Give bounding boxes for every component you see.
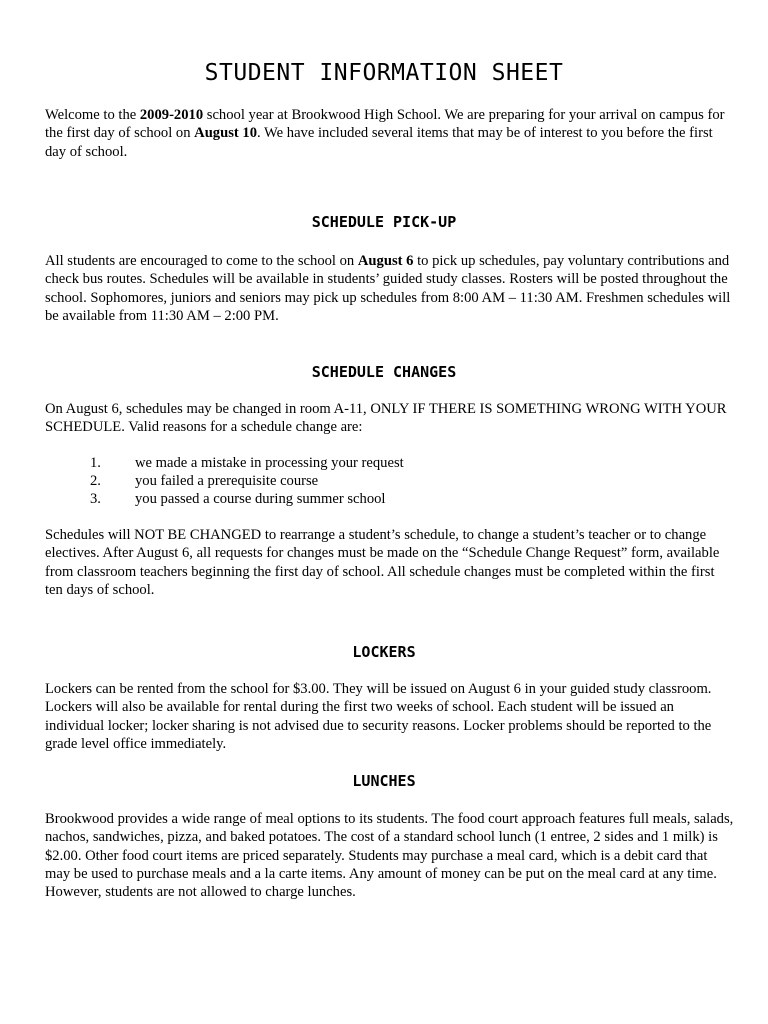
schedule-changes-note: Schedules will NOT BE CHANGED to rearrange a student’s schedule, to change a student’s teacher or to change electives. After August 6, all requests for changes must be made on the “Schedule Change Request” form, available from classroom teachers beginning the first day of school. All schedule changes must be completed within the first ten days of school. bbox=[45, 527, 720, 598]
pickup-date: August 6 bbox=[357, 253, 414, 269]
lunches-heading: LUNCHES bbox=[352, 772, 416, 790]
intro-text-1: Welcome to the bbox=[45, 107, 140, 123]
schedule-pickup-paragraph bbox=[45, 252, 735, 325]
list-item-number: 3. bbox=[90, 491, 101, 507]
list-item bbox=[45, 472, 735, 490]
lunches-paragraph: Brookwood provides a wide range of meal options to its students. The food court approach features full meals, salads, nachos, sandwiches, pizza, and baked potatoes. The cost of a standard school lunch (1 entree, 2 sides and 1 milk) is $2.00. Other food court items are priced separately. Students may purchase a meal card, which is a debit card that may be used to purchase meals and a la carte items. Any amount of money can be put on the meal card at any time. However, students are not allowed to charge lunches. bbox=[45, 811, 734, 901]
lockers-heading: LOCKERS bbox=[352, 643, 416, 661]
list-item-text: you passed a course during summer school bbox=[135, 491, 386, 507]
intro-text-2: school year at Brookwood High School. We are preparing for your arrival on campus for the first day of school on bbox=[45, 107, 725, 142]
schedule-pickup-heading: SCHEDULE PICK-UP bbox=[311, 213, 457, 231]
first-day-date: August 10 bbox=[194, 125, 258, 142]
intro-paragraph bbox=[45, 106, 735, 161]
schedule-changes-heading: SCHEDULE CHANGES bbox=[311, 363, 457, 381]
lockers-paragraph: Lockers can be rented from the school for $3.00. They will be issued on August 6 in your guided study classroom. Lockers will also be available for rental during the first two weeks of school. Each student will be issued an individual locker; locker sharing is not advised due to security reasons. Locker problems should be reported to the grade level office immediately. bbox=[45, 681, 712, 752]
pickup-text-1: All students are encouraged to come to the school on bbox=[45, 253, 358, 269]
list-item-number: 2. bbox=[90, 473, 101, 489]
list-item-text: you failed a prerequisite course bbox=[135, 473, 319, 489]
list-item-number: 1. bbox=[90, 455, 101, 471]
page-title: STUDENT INFORMATION SHEET bbox=[204, 60, 564, 86]
list-item bbox=[45, 454, 735, 472]
pickup-text-2: to pick up schedules, pay voluntary contributions and check bus routes. Schedules will be available in students’ guided study classes. Rosters will be posted throughout the school. Sophomores, juniors and seniors may pick up schedules from 8:00 AM – 11:30 AM. Freshmen schedules will be available from 11:30 AM – 2:00 PM. bbox=[45, 253, 731, 324]
school-year: 2009-2010 bbox=[139, 107, 204, 123]
list-item bbox=[45, 490, 735, 508]
valid-reasons-list bbox=[45, 454, 735, 508]
list-item-text: we made a mistake in processing your request bbox=[135, 455, 404, 471]
intro-text-3: . We have included several items that may be of interest to you before the first day of school. bbox=[45, 125, 713, 160]
schedule-changes-intro: On August 6, schedules may be changed in room A-11, ONLY IF THERE IS SOMETHING WRONG WITH YOUR SCHEDULE. Valid reasons for a schedule change are: bbox=[45, 401, 727, 436]
